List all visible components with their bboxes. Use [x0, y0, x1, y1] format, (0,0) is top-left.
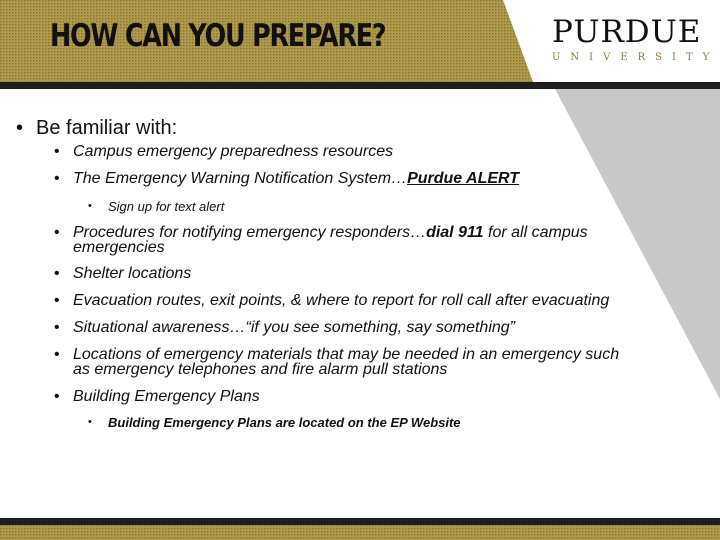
dial-911-text: dial 911 [426, 224, 484, 241]
list-item: • Procedures for notifying emergency responders…dial 911 for all campus emergencies [54, 224, 588, 256]
list-item: • Campus emergency preparedness resources [54, 143, 394, 160]
footer-pattern [0, 525, 720, 540]
purdue-logo [552, 14, 720, 70]
header [0, 0, 720, 82]
content-area [0, 89, 720, 519]
list-item: • Locations of emergency materials that may be needed in an emergency such as emergency telephones and fire alarm pull stations [54, 346, 620, 378]
list-item: • Situational awareness…“if you see something, say something” [54, 319, 515, 336]
list-heading: • Be familiar with: [16, 117, 178, 139]
logo-wordmark: PURDUE [552, 14, 702, 50]
sub-list-item: • Sign up for text alert [88, 199, 225, 214]
list-item: • Building Emergency Plans [54, 388, 260, 405]
logo-subtitle: UNIVERSITY [552, 52, 720, 63]
sub-list-item: • Building Emergency Plans are located on the EP Website [88, 415, 461, 430]
header-divider [0, 82, 720, 89]
list-item: • Evacuation routes, exit points, & where to report for roll call after evacuating [54, 292, 610, 309]
footer-divider [0, 518, 720, 525]
list-item: • The Emergency Warning Notification System…Purdue ALERT [54, 170, 520, 187]
list-item: • Shelter locations [54, 265, 192, 282]
page-title: HOW CAN YOU PREPARE? [50, 18, 386, 54]
purdue-alert-text: Purdue ALERT [407, 170, 520, 187]
